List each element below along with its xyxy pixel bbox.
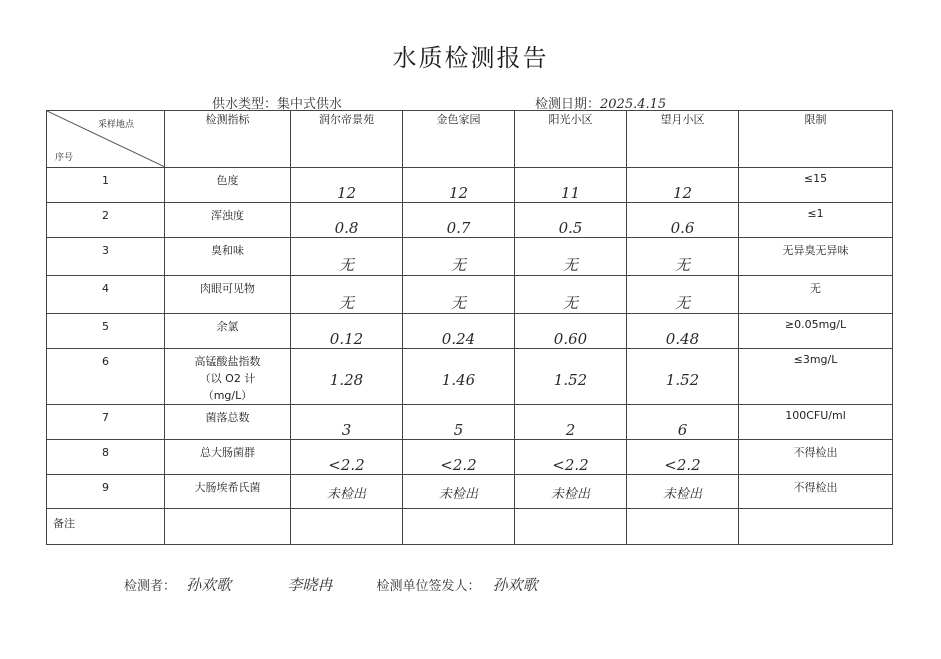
indicator-name: 余氯 bbox=[165, 314, 291, 349]
supply-type-value: 集中式供水 bbox=[277, 97, 343, 112]
row-number: 3 bbox=[47, 238, 165, 276]
limit-value: ≤1 bbox=[739, 203, 893, 238]
value-cell bbox=[627, 349, 739, 405]
table-row bbox=[47, 349, 893, 405]
value-cell bbox=[515, 440, 627, 475]
header-site-2: 金色家园 bbox=[403, 111, 515, 168]
header-site-3: 阳光小区 bbox=[515, 111, 627, 168]
handwritten-value: 12 bbox=[448, 184, 469, 202]
handwritten-value: 未检出 bbox=[438, 487, 478, 502]
indicator-name: 臭和味 bbox=[165, 238, 291, 276]
table-row bbox=[47, 440, 893, 475]
header-indicator: 检测指标 bbox=[165, 111, 291, 168]
handwritten-value: 3 bbox=[341, 421, 352, 439]
handwritten-value: 1.46 bbox=[441, 371, 476, 389]
header-limit: 限制 bbox=[739, 111, 893, 168]
handwritten-value: 无 bbox=[450, 294, 466, 312]
handwritten-value: 1.28 bbox=[329, 371, 364, 389]
handwritten-value: 6 bbox=[677, 421, 688, 439]
remarks-cell bbox=[291, 509, 403, 545]
limit-value: 不得检出 bbox=[739, 440, 893, 475]
value-cell bbox=[515, 203, 627, 238]
value-cell bbox=[515, 349, 627, 405]
limit-value: ≥0.05mg/L bbox=[739, 314, 893, 349]
value-cell bbox=[627, 203, 739, 238]
remarks-row bbox=[47, 509, 893, 545]
remarks-cell bbox=[515, 509, 627, 545]
handwritten-value: 2 bbox=[565, 421, 576, 439]
value-cell bbox=[403, 405, 515, 440]
indicator-name: 浑浊度 bbox=[165, 203, 291, 238]
signer-label: 检测单位签发人： bbox=[376, 579, 481, 594]
handwritten-value: 1.52 bbox=[665, 371, 700, 389]
corner-top-label: 采样地点 bbox=[97, 120, 134, 130]
handwritten-value: 无 bbox=[562, 294, 578, 312]
header-row bbox=[47, 111, 893, 168]
remarks-cell bbox=[165, 509, 291, 545]
value-cell bbox=[515, 405, 627, 440]
handwritten-value: 无 bbox=[674, 256, 690, 274]
value-cell bbox=[627, 276, 739, 314]
value-cell bbox=[291, 405, 403, 440]
table-row bbox=[47, 238, 893, 276]
handwritten-value: 无 bbox=[338, 294, 354, 312]
indicator-name: 大肠埃希氏菌 bbox=[165, 475, 291, 509]
value-cell bbox=[291, 168, 403, 203]
value-cell bbox=[291, 475, 403, 509]
header-site-1: 润尔帝景苑 bbox=[291, 111, 403, 168]
handwritten-value: 12 bbox=[336, 184, 357, 202]
handwritten-value: 无 bbox=[562, 256, 578, 274]
value-cell bbox=[403, 314, 515, 349]
handwritten-value: <2.2 bbox=[328, 456, 365, 474]
handwritten-value: 1.52 bbox=[553, 371, 588, 389]
table-row bbox=[47, 314, 893, 349]
row-number: 8 bbox=[47, 440, 165, 475]
value-cell bbox=[627, 314, 739, 349]
handwritten-value: 无 bbox=[674, 294, 690, 312]
value-cell bbox=[403, 238, 515, 276]
value-cell bbox=[403, 168, 515, 203]
handwritten-value: 11 bbox=[560, 184, 581, 202]
value-cell bbox=[627, 168, 739, 203]
value-cell bbox=[291, 203, 403, 238]
indicator-name: 菌落总数 bbox=[165, 405, 291, 440]
indicator-name: 色度 bbox=[165, 168, 291, 203]
handwritten-value: <2.2 bbox=[440, 456, 477, 474]
handwritten-value: 未检出 bbox=[550, 487, 590, 502]
row-number: 5 bbox=[47, 314, 165, 349]
handwritten-value: 无 bbox=[450, 256, 466, 274]
limit-value: 无异臭无异味 bbox=[739, 238, 893, 276]
row-number: 2 bbox=[47, 203, 165, 238]
limit-value: ≤3mg/L bbox=[739, 349, 893, 405]
tester1-signature: 孙欢歌 bbox=[186, 576, 232, 594]
tester2-signature: 李晓冉 bbox=[287, 576, 333, 594]
indicator-name: 高锰酸盐指数 （以 O2 计 （mg/L） bbox=[165, 349, 291, 405]
signer-signature: 孙欢歌 bbox=[492, 576, 538, 594]
handwritten-value: <2.2 bbox=[552, 456, 589, 474]
limit-value: 无 bbox=[739, 276, 893, 314]
remarks-cell bbox=[403, 509, 515, 545]
handwritten-value: 0.12 bbox=[329, 330, 364, 348]
limit-value: ≤15 bbox=[739, 168, 893, 203]
value-cell bbox=[291, 314, 403, 349]
handwritten-value: 0.7 bbox=[446, 219, 471, 237]
handwritten-value: 12 bbox=[672, 184, 693, 202]
value-cell bbox=[291, 349, 403, 405]
indicator-name: 肉眼可见物 bbox=[165, 276, 291, 314]
handwritten-value: 0.48 bbox=[665, 330, 700, 348]
remarks-cell bbox=[627, 509, 739, 545]
handwritten-value: 0.5 bbox=[558, 219, 583, 237]
handwritten-value: 0.6 bbox=[670, 219, 695, 237]
row-number: 6 bbox=[47, 349, 165, 405]
value-cell bbox=[515, 168, 627, 203]
corner-bottom-label: 序号 bbox=[55, 153, 74, 163]
table-row bbox=[47, 276, 893, 314]
limit-value: 100CFU/ml bbox=[739, 405, 893, 440]
handwritten-value: 0.8 bbox=[334, 219, 359, 237]
remarks-cell bbox=[739, 509, 893, 545]
signature-area bbox=[124, 574, 538, 595]
report-table bbox=[46, 110, 893, 545]
indicator-name: 总大肠菌群 bbox=[165, 440, 291, 475]
remarks-label: 备注 bbox=[47, 509, 165, 545]
handwritten-value: 无 bbox=[338, 256, 354, 274]
value-cell bbox=[515, 276, 627, 314]
handwritten-value: <2.2 bbox=[664, 456, 701, 474]
test-date-label: 检测日期： bbox=[535, 97, 601, 112]
value-cell bbox=[627, 405, 739, 440]
value-cell bbox=[627, 238, 739, 276]
row-number: 9 bbox=[47, 475, 165, 509]
header-site-4: 望月小区 bbox=[627, 111, 739, 168]
value-cell bbox=[403, 276, 515, 314]
test-date-value: 2025.4.15 bbox=[600, 97, 667, 112]
value-cell bbox=[291, 238, 403, 276]
table-row bbox=[47, 475, 893, 509]
value-cell bbox=[291, 276, 403, 314]
row-number: 4 bbox=[47, 276, 165, 314]
value-cell bbox=[403, 203, 515, 238]
tester-label: 检测者： bbox=[124, 579, 177, 594]
supply-type-label: 供水类型： bbox=[212, 97, 278, 112]
corner-cell bbox=[47, 111, 165, 168]
handwritten-value: 未检出 bbox=[662, 487, 702, 502]
value-cell bbox=[515, 314, 627, 349]
handwritten-value: 未检出 bbox=[326, 487, 366, 502]
handwritten-value: 5 bbox=[453, 421, 464, 439]
limit-value: 不得检出 bbox=[739, 475, 893, 509]
value-cell bbox=[403, 440, 515, 475]
table-row bbox=[47, 203, 893, 238]
row-number: 1 bbox=[47, 168, 165, 203]
table-row bbox=[47, 168, 893, 203]
value-cell bbox=[291, 440, 403, 475]
value-cell bbox=[627, 440, 739, 475]
value-cell bbox=[515, 475, 627, 509]
report-title: 水质检测报告 bbox=[392, 44, 549, 72]
value-cell bbox=[403, 349, 515, 405]
handwritten-value: 0.24 bbox=[441, 330, 476, 348]
row-number: 7 bbox=[47, 405, 165, 440]
value-cell bbox=[403, 475, 515, 509]
value-cell bbox=[627, 475, 739, 509]
handwritten-value: 0.60 bbox=[553, 330, 588, 348]
table-row bbox=[47, 405, 893, 440]
value-cell bbox=[515, 238, 627, 276]
